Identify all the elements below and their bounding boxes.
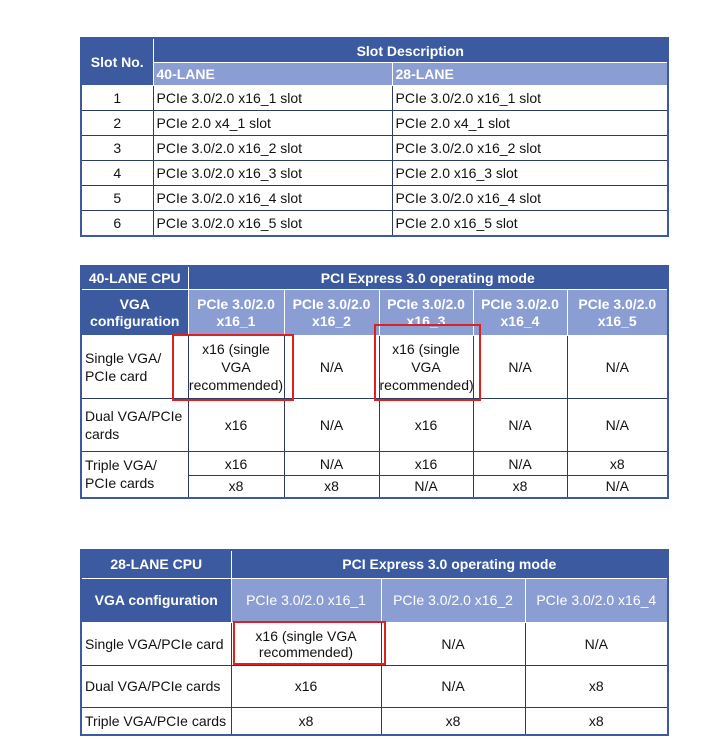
table-row [81,211,668,237]
lane40-slot: PCIe 3.0/2.0 x16_4 slot [153,186,392,211]
mode-cell: x8 [381,707,525,735]
slot-column-header: PCIe 3.0/2.0 x16_2 [381,578,525,622]
mode-label: PCI Express 3.0 operating mode [231,550,668,578]
table-row [81,622,668,665]
slot-column-header: PCIe 3.0/2.0 x16_1 [188,290,284,336]
mode-cell: N/A [381,622,525,665]
mode-label: PCI Express 3.0 operating mode [188,266,668,290]
slot-column-header: PCIe 3.0/2.0 x16_2 [284,290,379,336]
row-label: Triple VGA/ PCIe cards [81,452,188,498]
table-row [81,111,668,136]
slot-no-header: Slot No. [81,38,153,86]
slot-number: 5 [81,186,153,211]
mode-cell: x16 [379,399,473,452]
mode-cell: N/A [525,622,668,665]
slot-number: 1 [81,86,153,111]
table-row [81,186,668,211]
slot-column-header: PCIe 3.0/2.0 x16_4 [525,578,668,622]
mode-cell: N/A [473,452,567,476]
cpu-label: 28-LANE CPU [81,550,231,578]
slot-number: 4 [81,161,153,186]
lane40-slot: PCIe 2.0 x4_1 slot [153,111,392,136]
mode-cell: x16 (single VGA recommended) [188,336,284,399]
mode-cell: N/A [379,476,473,498]
table-row [81,707,668,735]
table-row [81,86,668,111]
lane40-slot: PCIe 3.0/2.0 x16_1 slot [153,86,392,111]
cpu-label: 40-LANE CPU [81,266,188,290]
mode-cell: N/A [567,399,668,452]
mode-cell: N/A [284,399,379,452]
slot-column-header: PCIe 3.0/2.0 x16_3 [379,290,473,336]
config-label: VGA configuration [81,290,188,336]
slot-column-header: PCIe 3.0/2.0 x16_4 [473,290,567,336]
mode-cell: x8 [188,476,284,498]
lane40-slot: PCIe 3.0/2.0 x16_5 slot [153,211,392,237]
row-label: Single VGA/ PCIe card [81,336,188,399]
slot-column-header: PCIe 3.0/2.0 x16_5 [567,290,668,336]
mode-cell: x8 [567,452,668,476]
slot-description-header: Slot Description [153,38,668,63]
row-label: Dual VGA/PCIe cards [81,665,231,707]
lane28-slot: PCIe 2.0 x4_1 slot [392,111,668,136]
table-row [81,665,668,707]
mode-cell: x16 [188,452,284,476]
mode-cell: N/A [284,452,379,476]
mode-cell: x8 [525,707,668,735]
mode-cell: N/A [284,336,379,399]
slot-description-table [80,37,669,237]
lane28-slot: PCIe 2.0 x16_3 slot [392,161,668,186]
mode-cell: x8 [231,707,381,735]
lane40-slot: PCIe 3.0/2.0 x16_3 slot [153,161,392,186]
row-label: Triple VGA/PCIe cards [81,707,231,735]
slot-number: 6 [81,211,153,237]
mode-cell: x8 [284,476,379,498]
mode-cell: x16 (single VGA recommended) [379,336,473,399]
mode-cell: N/A [473,336,567,399]
lane40-mode-table [80,265,669,499]
dual-vga-row [81,399,668,452]
lane40-slot: PCIe 3.0/2.0 x16_2 slot [153,136,392,161]
lane28-slot: PCIe 3.0/2.0 x16_4 slot [392,186,668,211]
mode-cell: N/A [567,336,668,399]
mode-cell: x8 [473,476,567,498]
mode-cell: N/A [381,665,525,707]
config-label: VGA configuration [81,578,231,622]
lane28-slot: PCIe 2.0 x16_5 slot [392,211,668,237]
row-label: Dual VGA/PCIe cards [81,399,188,452]
mode-cell: x16 [188,399,284,452]
lane28-mode-table [80,549,669,736]
mode-cell: N/A [473,399,567,452]
single-vga-row [81,336,668,399]
slot-number: 2 [81,111,153,136]
triple-vga-row [81,452,668,476]
table-row [81,161,668,186]
table-row [81,136,668,161]
lane40-header: 40-LANE [153,63,392,86]
lane28-slot: PCIe 3.0/2.0 x16_1 slot [392,86,668,111]
lane28-header: 28-LANE [392,63,668,86]
mode-cell: x16 (single VGA recommended) [231,622,381,665]
mode-cell: N/A [567,476,668,498]
mode-cell: x16 [379,452,473,476]
slot-column-header: PCIe 3.0/2.0 x16_1 [231,578,381,622]
slot-number: 3 [81,136,153,161]
lane28-slot: PCIe 3.0/2.0 x16_2 slot [392,136,668,161]
mode-cell: x8 [525,665,668,707]
row-label: Single VGA/PCIe card [81,622,231,665]
mode-cell: x16 [231,665,381,707]
